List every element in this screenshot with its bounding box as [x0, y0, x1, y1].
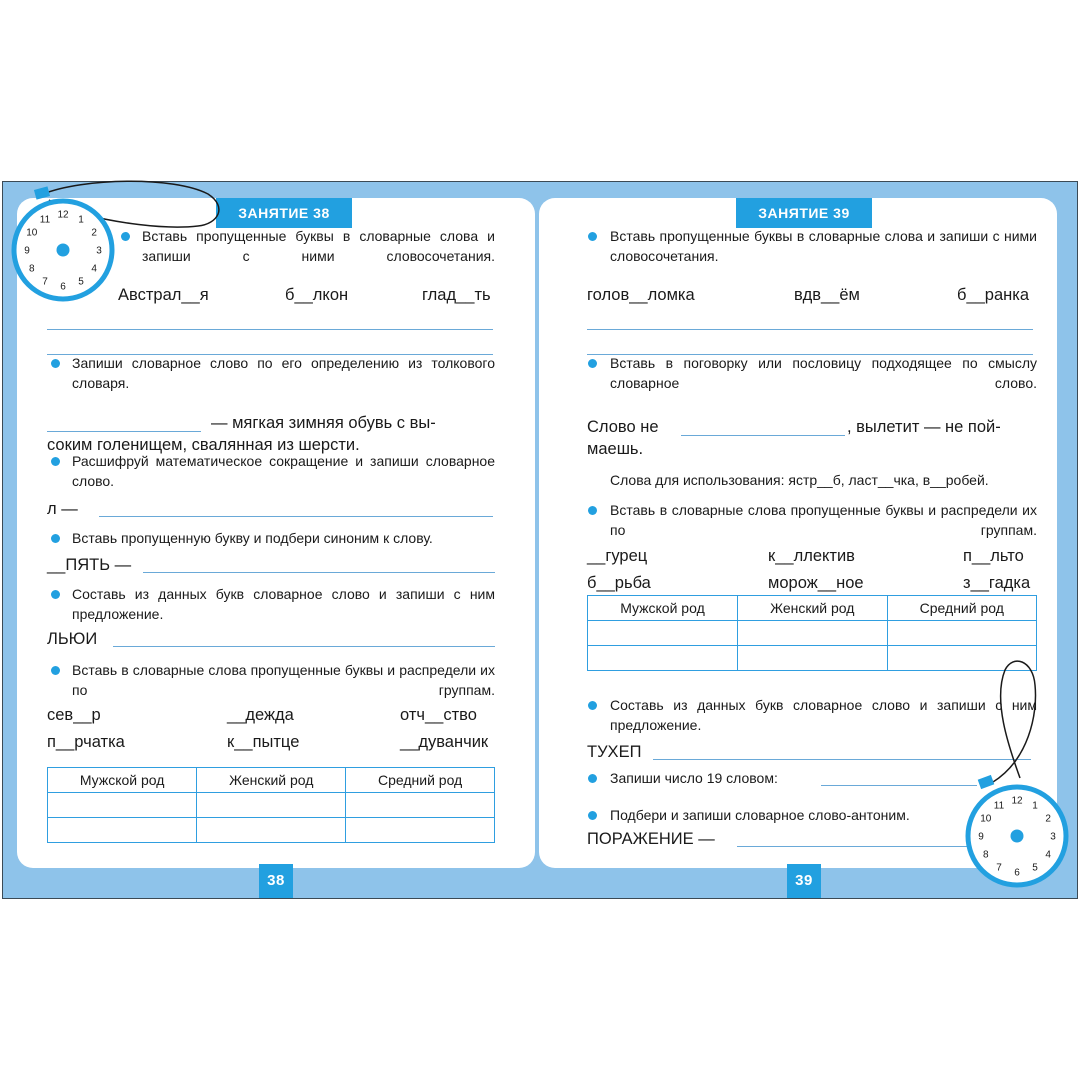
- task-text: Вставь в словарные слова пропущенные буквы и распредели их по группам.: [72, 662, 495, 698]
- answer-line[interactable]: [47, 431, 201, 432]
- proverb-text: , вылетит — не пой-: [847, 418, 1001, 436]
- word: __дуванчик: [400, 733, 489, 751]
- word: к__пытце: [227, 733, 300, 751]
- clock-number: 8: [983, 849, 989, 861]
- task-text: Вставь в поговорку или пословицу подходящее по смыслу словарное слово.: [610, 355, 1037, 391]
- prompt: л —: [47, 500, 78, 518]
- prompt: ЛЬЮИ: [47, 630, 98, 648]
- bullet: [51, 457, 60, 466]
- clock-number: 3: [96, 245, 102, 257]
- prompt: ТУХЕП: [587, 743, 642, 761]
- word: глад__ть: [422, 286, 491, 304]
- table-cell[interactable]: [588, 621, 738, 646]
- page-number-39: 39: [787, 864, 821, 898]
- workbook-spread: [2, 181, 1078, 899]
- clock-number: 5: [1032, 862, 1038, 874]
- word: голов__ломка: [587, 286, 695, 304]
- clock-number: 7: [42, 276, 48, 288]
- gender-table: [47, 767, 495, 843]
- answer-line[interactable]: [737, 846, 971, 847]
- bullet: [588, 506, 597, 515]
- word: __дежда: [227, 706, 294, 724]
- clock-number: 1: [78, 214, 84, 226]
- clock-number: 4: [1045, 849, 1051, 861]
- stopwatch-icon: [3, 182, 233, 312]
- stopwatch-icon: [953, 660, 1080, 900]
- bullet: [51, 359, 60, 368]
- task-text: Запиши число 19 словом:: [610, 770, 778, 786]
- table-header: Мужской род: [588, 596, 738, 621]
- table-cell[interactable]: [588, 646, 738, 671]
- table-cell[interactable]: [737, 646, 887, 671]
- hint-text: Слова для использования: ястр__б, ласт__чка, в__робей.: [610, 472, 989, 488]
- word: сев__р: [47, 706, 101, 724]
- word: Австрал__я: [118, 286, 209, 304]
- page-number-38: 38: [259, 864, 293, 898]
- clock-number: 11: [993, 800, 1005, 812]
- task-text: Вставь пропущенные буквы в словарные слова и запиши с ними словосочетания.: [142, 228, 495, 264]
- word: __гурец: [587, 547, 648, 565]
- word: морож__ное: [768, 574, 864, 592]
- bullet: [588, 774, 597, 783]
- word: б__лкон: [285, 286, 349, 304]
- task-text: Подбери и запиши словарное слово-антоним.: [610, 807, 910, 823]
- prompt: __ПЯТЬ —: [47, 556, 132, 574]
- clock-number: 6: [60, 281, 66, 293]
- table-header: Женский род: [737, 596, 887, 621]
- clock-number: 12: [57, 209, 69, 221]
- bullet: [588, 701, 597, 710]
- table-cell[interactable]: [887, 621, 1036, 646]
- answer-line[interactable]: [99, 516, 493, 517]
- task-text: Вставь пропущенные буквы в словарные слова и запиши с ними словосочетания.: [610, 228, 1037, 264]
- table-cell[interactable]: [48, 818, 197, 843]
- clock-number: 8: [29, 263, 35, 275]
- answer-line[interactable]: [143, 572, 495, 573]
- clock-number: 1: [1032, 800, 1038, 812]
- task-text: Вставь в словарные слова пропущенные буквы и распредели их по группам.: [610, 502, 1037, 538]
- word: вдв__ём: [794, 286, 860, 304]
- word: з__гадка: [963, 574, 1031, 592]
- table-cell[interactable]: [48, 793, 197, 818]
- clock-number: 10: [980, 813, 992, 825]
- clock-number: 2: [91, 227, 97, 239]
- proverb-text: маешь.: [587, 440, 644, 458]
- table-header: Мужской род: [48, 768, 197, 793]
- clock-number: 9: [978, 831, 984, 843]
- prompt: ПОРАЖЕНИЕ —: [587, 830, 715, 848]
- word: п__рчатка: [47, 733, 125, 751]
- table-cell[interactable]: [197, 793, 346, 818]
- bullet: [588, 811, 597, 820]
- bullet: [588, 359, 597, 368]
- answer-line[interactable]: [47, 329, 493, 330]
- table-header: Средний род: [887, 596, 1036, 621]
- word: п__льто: [963, 547, 1024, 565]
- clock-number: 3: [1050, 831, 1056, 843]
- word: к__ллектив: [768, 547, 855, 565]
- clock-number: 2: [1045, 813, 1051, 825]
- clock-number: 5: [78, 276, 84, 288]
- clock-number: 10: [26, 227, 38, 239]
- task-text: Запиши словарное слово по его определению из толкового словаря.: [72, 355, 495, 391]
- clock-number: 4: [91, 263, 97, 275]
- lesson-title-38: ЗАНЯТИЕ 38: [216, 198, 352, 228]
- clock-number: 11: [39, 214, 51, 226]
- table-header: Женский род: [197, 768, 346, 793]
- lesson-title-39: ЗАНЯТИЕ 39: [736, 198, 872, 228]
- task-text: Составь из данных букв словарное слово и запиши с ним предложение.: [610, 697, 1037, 733]
- table-cell[interactable]: [346, 818, 495, 843]
- definition-text: — мягкая зимняя обувь с вы-: [211, 414, 436, 432]
- table-cell[interactable]: [346, 793, 495, 818]
- answer-line[interactable]: [113, 646, 495, 647]
- definition-text: соким голенищем, свалянная из шерсти.: [47, 436, 360, 454]
- table-header: Средний род: [346, 768, 495, 793]
- proverb-text: Слово не: [587, 418, 659, 436]
- task-text: Вставь пропущенную букву и подбери синоним к слову.: [72, 530, 433, 546]
- task-text: Расшифруй математическое сокращение и запиши словарное слово.: [72, 453, 495, 489]
- bullet: [588, 232, 597, 241]
- bullet: [51, 666, 60, 675]
- clock-number: 6: [1014, 867, 1020, 879]
- answer-line[interactable]: [681, 435, 845, 436]
- table-cell[interactable]: [197, 818, 346, 843]
- answer-line[interactable]: [587, 329, 1033, 330]
- bullet: [51, 534, 60, 543]
- clock-number: 9: [24, 245, 30, 257]
- bullet: [51, 590, 60, 599]
- word: б__ранка: [957, 286, 1030, 304]
- table-cell[interactable]: [737, 621, 887, 646]
- task-text: Составь из данных букв словарное слово и запиши с ним предложение.: [72, 586, 495, 622]
- word: б__рьба: [587, 574, 651, 592]
- word: отч__ство: [400, 706, 477, 724]
- clock-number: 12: [1011, 795, 1023, 807]
- clock-number: 7: [996, 862, 1002, 874]
